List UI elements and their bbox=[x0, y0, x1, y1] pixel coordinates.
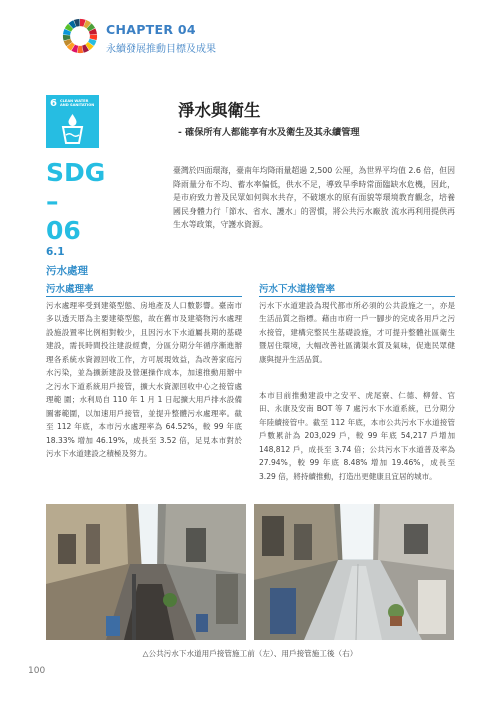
left-column-text: 污水處理率受到建築型態、房地產及人口數影響。臺南市多以透天厝為主要建築型態，故在舊市及建築物污水處理設施設置率比例相對較少，且因污水下水道屬長期的基礎建設，需長時間投注建設經費，分區分期分年循序漸進辦理各系統水資源回收工作，方可展現效益，為改善家庭污水污染，並為擴新建設及營運操作成本，加速推動用辦中之污水下道系統用戶接管，擴大水資源回收中心之接管處理範 圍；水利局自 110 年 1 月 1 日起擴大用戶排水設備圖審範圍，以加速用戶接管，並提升整體污水處理率。截至 112 年底，本市污水處理率為 64.52%，較 99 年底 18.33% 增加 46.19%，成長至 3.52 倍，足見本市對於污水下水道建設之積極及努力。 bbox=[46, 301, 242, 458]
left-heading-rule bbox=[46, 296, 242, 297]
right-column-text-1: 污水下水道建設為現代都市所必須的公共設施之一，亦是生活品質之指標。藉由市府一戶一腳步的完成各用戶之污水接管，建構完整民生基礎設施，才可提升整體社區衛生暨居住環境，大幅改善社區溝渠水質及氣味，促進民眾健康與提升生活品質。 bbox=[259, 301, 455, 364]
intro-paragraph: 臺灣於四面環海，臺南年均降雨量超過 2,500 公厘，為世界平均值 2.6 倍，但因降雨量分布不均、蓄水率偏低，供水不足，導致旱季時常面臨缺水危機，因此，是市府致力普及民眾如何與水共存，不破壞水的原有面貌等環境教育觀念，培養國民身體力行「節水、省水、護水」的習慣，將公共污水廠放 流水再利用提供再生水等政策，守護水資源。 bbox=[173, 166, 455, 230]
page-title: 淨水與衛生 bbox=[178, 101, 261, 120]
right-column-text-2: 本市目前推動建設中之安平、虎尾寮、仁德、柳營、官田、永康及安南 BOT 等 7 處污水下水道系統，已分期分年陸續接管中。截至 112 年底，本市公共污水下水道接管戶數累計為 203,029 戶，較 99 年底 54,217 戶增加 148,812 戶，成長至 3.74 倍；公共污水下水道普及率為 27.94%，較 99 年底 8.48% 增加 19.46%，成長至 3.29 倍，將持續推動，打造出更健康且宜居的城市。 bbox=[259, 391, 455, 481]
sdg-tile-text: CLEAN WATER AND SANITATION bbox=[60, 99, 95, 108]
sdg-big-line3: 06 bbox=[46, 216, 81, 245]
section-number: 6.1 bbox=[46, 246, 65, 258]
sdg-big-label bbox=[46, 158, 126, 245]
chapter-label: CHAPTER 04 bbox=[106, 22, 196, 37]
section-title: 污水處理 bbox=[46, 265, 88, 277]
page-subtitle: - 確保所有人都能享有水及衛生及其永續管理 bbox=[178, 127, 360, 138]
wheel-segment bbox=[77, 46, 83, 53]
sdg-big-line2: – bbox=[46, 187, 59, 216]
right-column-heading: 污水下水道接管率 bbox=[259, 284, 336, 295]
sdg-tile-number: 6 bbox=[50, 98, 57, 109]
sdg6-tile bbox=[46, 95, 99, 148]
water-glass-icon bbox=[59, 112, 86, 144]
photo-before-construction bbox=[46, 504, 246, 640]
sdg-wheel-logo bbox=[62, 18, 98, 54]
photo-after-construction bbox=[254, 504, 454, 640]
page-number: 100 bbox=[28, 666, 46, 676]
chapter-subtitle: 永續發展推動目標及成果 bbox=[106, 44, 216, 55]
sdg-big-line1: SDG bbox=[46, 158, 106, 187]
left-column-heading: 污水處理率 bbox=[46, 284, 94, 295]
photo-caption: △公共污水下水道用戶接管施工前（左）、用戶接管施工後（右） bbox=[142, 649, 358, 658]
right-heading-rule bbox=[259, 296, 455, 297]
